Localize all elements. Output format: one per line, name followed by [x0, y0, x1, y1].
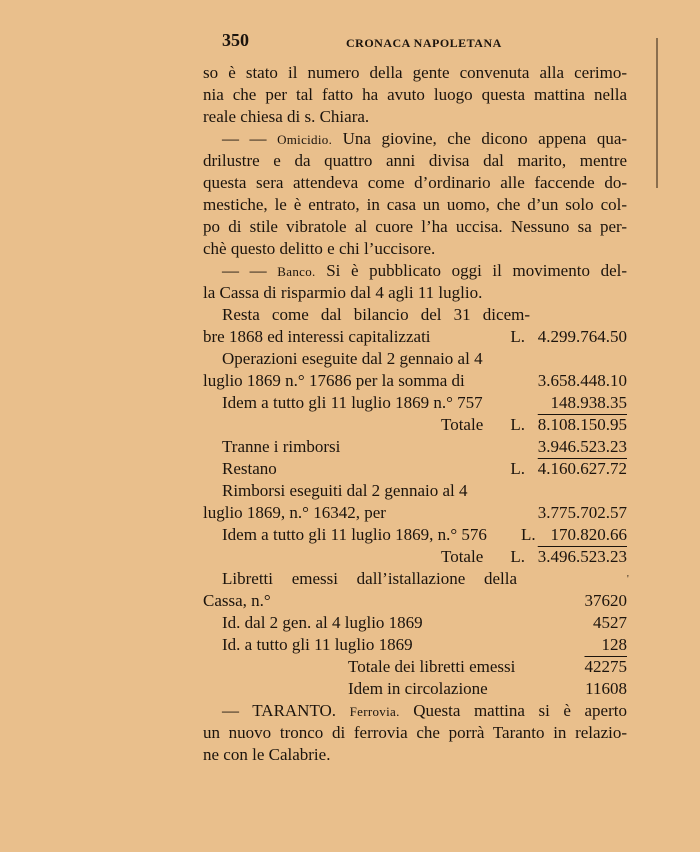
text-line: drilustre e da quattro anni divisa dal marito, mentre	[203, 151, 627, 170]
em-dash: — —	[222, 129, 267, 148]
ledger-amount: 148.938.35	[550, 393, 627, 412]
text-line: Libretti emessi dall’istallazione della	[222, 569, 517, 588]
page-header	[222, 30, 627, 54]
ledger-label: Totale	[441, 547, 484, 566]
ledger-row	[0, 436, 700, 458]
ledger-label: Id. dal 2 gen. al 4 luglio 1869	[222, 613, 423, 632]
ledger-label: Restano	[222, 459, 277, 478]
currency-sign: L.	[521, 525, 536, 544]
text-line: reale chiesa di s. Chiara.	[203, 107, 370, 126]
text-line: un nuovo tronco di ferrovia che porrà Taranto in relazio-	[203, 723, 627, 742]
ledger-amount: 4.299.764.50	[537, 327, 627, 346]
margin-rule	[656, 38, 658, 188]
margin-mark: '	[627, 574, 629, 585]
currency-sign: L.	[510, 547, 525, 566]
running-title: CRONACA NAPOLETANA	[346, 36, 502, 50]
ledger-amount: 4.160.627.72	[537, 459, 627, 478]
ledger-label: bre 1868 ed interessi capitalizzati	[203, 327, 431, 346]
ledger-label: Idem in circolazione	[348, 679, 488, 698]
ledger-row	[0, 326, 700, 348]
currency-sign: L.	[510, 459, 525, 478]
text-run: Una giovine, che dicono appena qua-	[342, 129, 628, 148]
ledger-row	[0, 678, 700, 700]
banco-first-line	[222, 260, 627, 282]
text-line: so è stato il numero della gente convenuta alla cerimo-	[203, 63, 627, 82]
ledger-row	[0, 392, 700, 414]
text-run: Questa mattina si è aperto	[413, 701, 627, 720]
text-line: Resta come dal bilancio del 31 dicem-	[222, 305, 530, 324]
ledger-amount: 11608	[585, 679, 627, 698]
ledger-label: Tranne i rimborsi	[222, 437, 341, 456]
section-heading: Banco.	[277, 264, 316, 279]
ledger-label: luglio 1869 n.° 17686 per la somma di	[203, 371, 465, 390]
ledger-amount: 170.820.66	[550, 525, 627, 544]
text-line: chè questo delitto e chi l’uccisore.	[203, 239, 436, 258]
ledger-amount: 3.775.702.57	[537, 503, 627, 522]
currency-sign: L.	[510, 327, 525, 346]
taranto-first-line	[222, 700, 627, 722]
page-number: 350	[222, 30, 249, 50]
currency-sign: L.	[510, 415, 525, 434]
em-dash: — —	[222, 261, 267, 280]
text-line: mestiche, le è entrato, in casa un uomo, che d’un solo col-	[203, 195, 627, 214]
ledger-row-total	[0, 546, 700, 568]
ledger-label: Idem a tutto gli 11 luglio 1869, n.° 576	[222, 525, 487, 544]
ledger-amount: 42275	[584, 657, 627, 676]
place-name: TARANTO.	[252, 701, 337, 720]
ledger-label: Cassa, n.°	[203, 591, 271, 610]
ledger-label: Totale	[441, 415, 484, 434]
ledger-amount: 3.946.523.23	[537, 437, 627, 456]
ledger-amount: 128	[601, 635, 627, 654]
ledger-row	[0, 502, 700, 524]
ledger-amount: 3.496.523.23	[537, 547, 627, 566]
text-line: Rimborsi eseguiti dal 2 gennaio al 4	[222, 481, 468, 500]
ledger-label: Id. a tutto gli 11 luglio 1869	[222, 635, 413, 654]
omicidio-first-line	[222, 128, 627, 150]
text-line: questa sera attendeva come d’ordinario alle faccende do-	[203, 173, 627, 192]
ledger-row	[0, 370, 700, 392]
ledger-label: luglio 1869, n.° 16342, per	[203, 503, 386, 522]
ledger-row	[0, 590, 700, 612]
ledger-row	[0, 612, 700, 634]
ledger-row-total	[0, 656, 700, 678]
ledger-amount: 4527	[593, 613, 627, 632]
em-dash: —	[222, 701, 239, 720]
ledger-label: Totale dei libretti emessi	[348, 657, 516, 676]
ledger-row	[0, 458, 700, 480]
text-line: po di stile vibratole al cuore l’ha uccisa. Nessuno sa per-	[203, 217, 627, 236]
ledger-amount: 8.108.150.95	[537, 415, 627, 434]
section-heading: Omicidio.	[277, 132, 333, 147]
ledger-amount: 3.658.448.10	[537, 371, 627, 390]
text-run: Si è pubblicato oggi il movimento del-	[326, 261, 628, 280]
ledger-row	[0, 524, 700, 546]
text-line: la Cassa di risparmio dal 4 agli 11 luglio.	[203, 283, 483, 302]
ledger-row-total	[0, 414, 700, 436]
section-heading: Ferrovia.	[349, 704, 400, 719]
ledger-row	[0, 634, 700, 656]
text-line: Operazioni eseguite dal 2 gennaio al 4	[222, 349, 483, 368]
text-line: nia che per tal fatto ha avuto luogo questa mattina nella	[203, 85, 627, 104]
text-line: ne con le Calabrie.	[203, 745, 331, 764]
ledger-amount: 37620	[584, 591, 627, 610]
ledger-label: Idem a tutto gli 11 luglio 1869 n.° 757	[222, 393, 483, 412]
